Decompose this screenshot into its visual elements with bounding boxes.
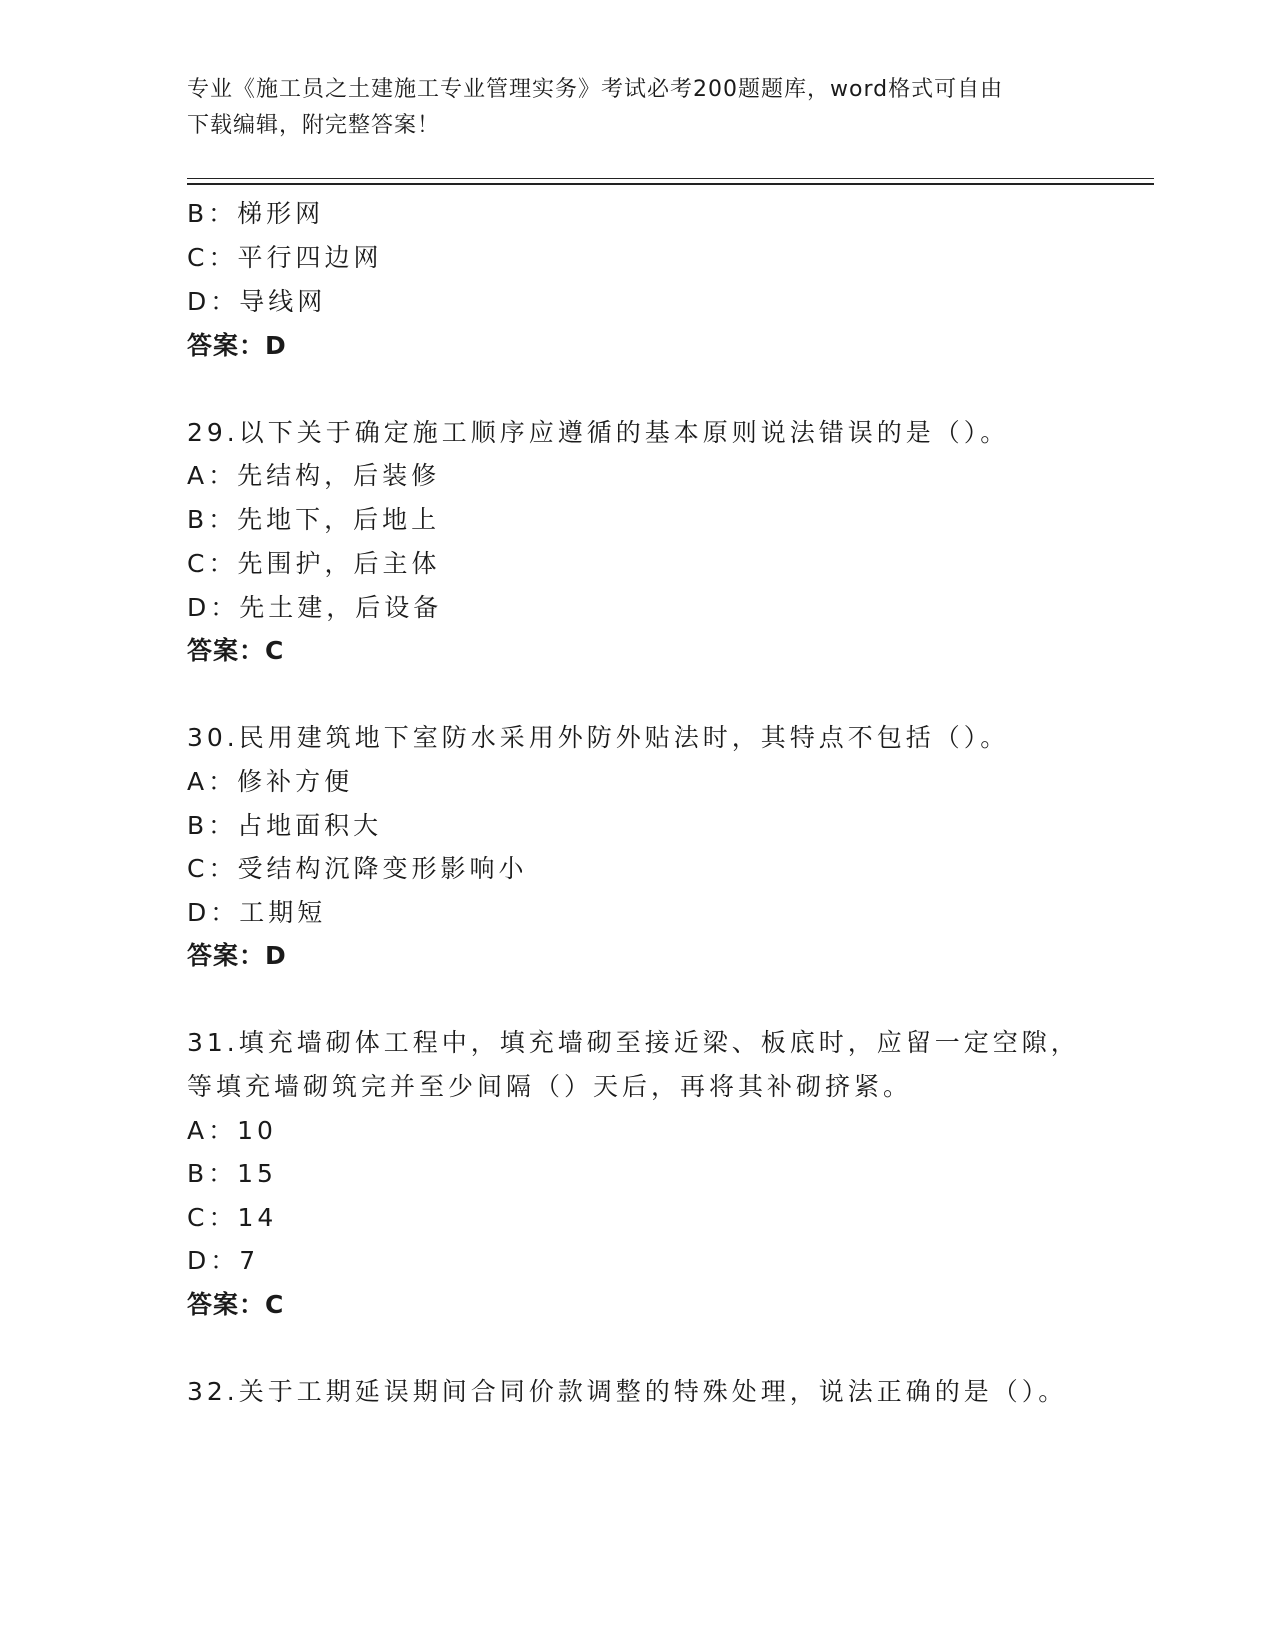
answer-label: 答案：D bbox=[187, 941, 287, 970]
question-stem-29: 29.以下关于确定施工顺序应遵循的基本原则说法错误的是（）。 bbox=[187, 418, 1010, 447]
answer-label: 答案：C bbox=[187, 636, 285, 665]
document-header bbox=[187, 72, 1067, 144]
question-stem-31-line-2: 等填充墙砌筑完并至少间隔（）天后，再将其补砌挤紧。 bbox=[187, 1072, 913, 1101]
option-d: D：先土建，后设备 bbox=[187, 593, 443, 622]
header-rule-thick bbox=[187, 183, 1154, 185]
answer-label: 答案：D bbox=[187, 331, 287, 360]
option-c: C：受结构沉降变形影响小 bbox=[187, 854, 528, 883]
question-stem-32: 32.关于工期延误期间合同价款调整的特殊处理，说法正确的是（）。 bbox=[187, 1377, 1068, 1406]
question-stem-30: 30.民用建筑地下室防水采用外防外贴法时，其特点不包括（）。 bbox=[187, 723, 1010, 752]
option-b: B：15 bbox=[187, 1159, 277, 1188]
option-c: C：14 bbox=[187, 1203, 278, 1232]
header-line-2: 下载编辑，附完整答案！ bbox=[187, 113, 441, 138]
option-b: B：占地面积大 bbox=[187, 811, 383, 840]
option-d: D：工期短 bbox=[187, 898, 327, 927]
header-line-1: 专业《施工员之土建施工专业管理实务》考试必考200题题库，word格式可自由 bbox=[187, 77, 1004, 102]
option-d: D：导线网 bbox=[187, 287, 327, 316]
option-c: C：先围护，后主体 bbox=[187, 549, 441, 578]
header-rule-thin bbox=[187, 178, 1154, 179]
option-a: A：先结构，后装修 bbox=[187, 461, 441, 490]
option-a: A：10 bbox=[187, 1116, 277, 1145]
option-c: C：平行四边网 bbox=[187, 243, 383, 272]
option-b: B：先地下，后地上 bbox=[187, 505, 441, 534]
option-a: A：修补方便 bbox=[187, 767, 354, 796]
question-stem-31-line-1: 31.填充墙砌体工程中，填充墙砌至接近梁、板底时，应留一定空隙， bbox=[187, 1028, 1080, 1057]
option-b: B：梯形网 bbox=[187, 199, 325, 228]
option-d: D：7 bbox=[187, 1246, 260, 1275]
answer-label: 答案：C bbox=[187, 1290, 285, 1319]
